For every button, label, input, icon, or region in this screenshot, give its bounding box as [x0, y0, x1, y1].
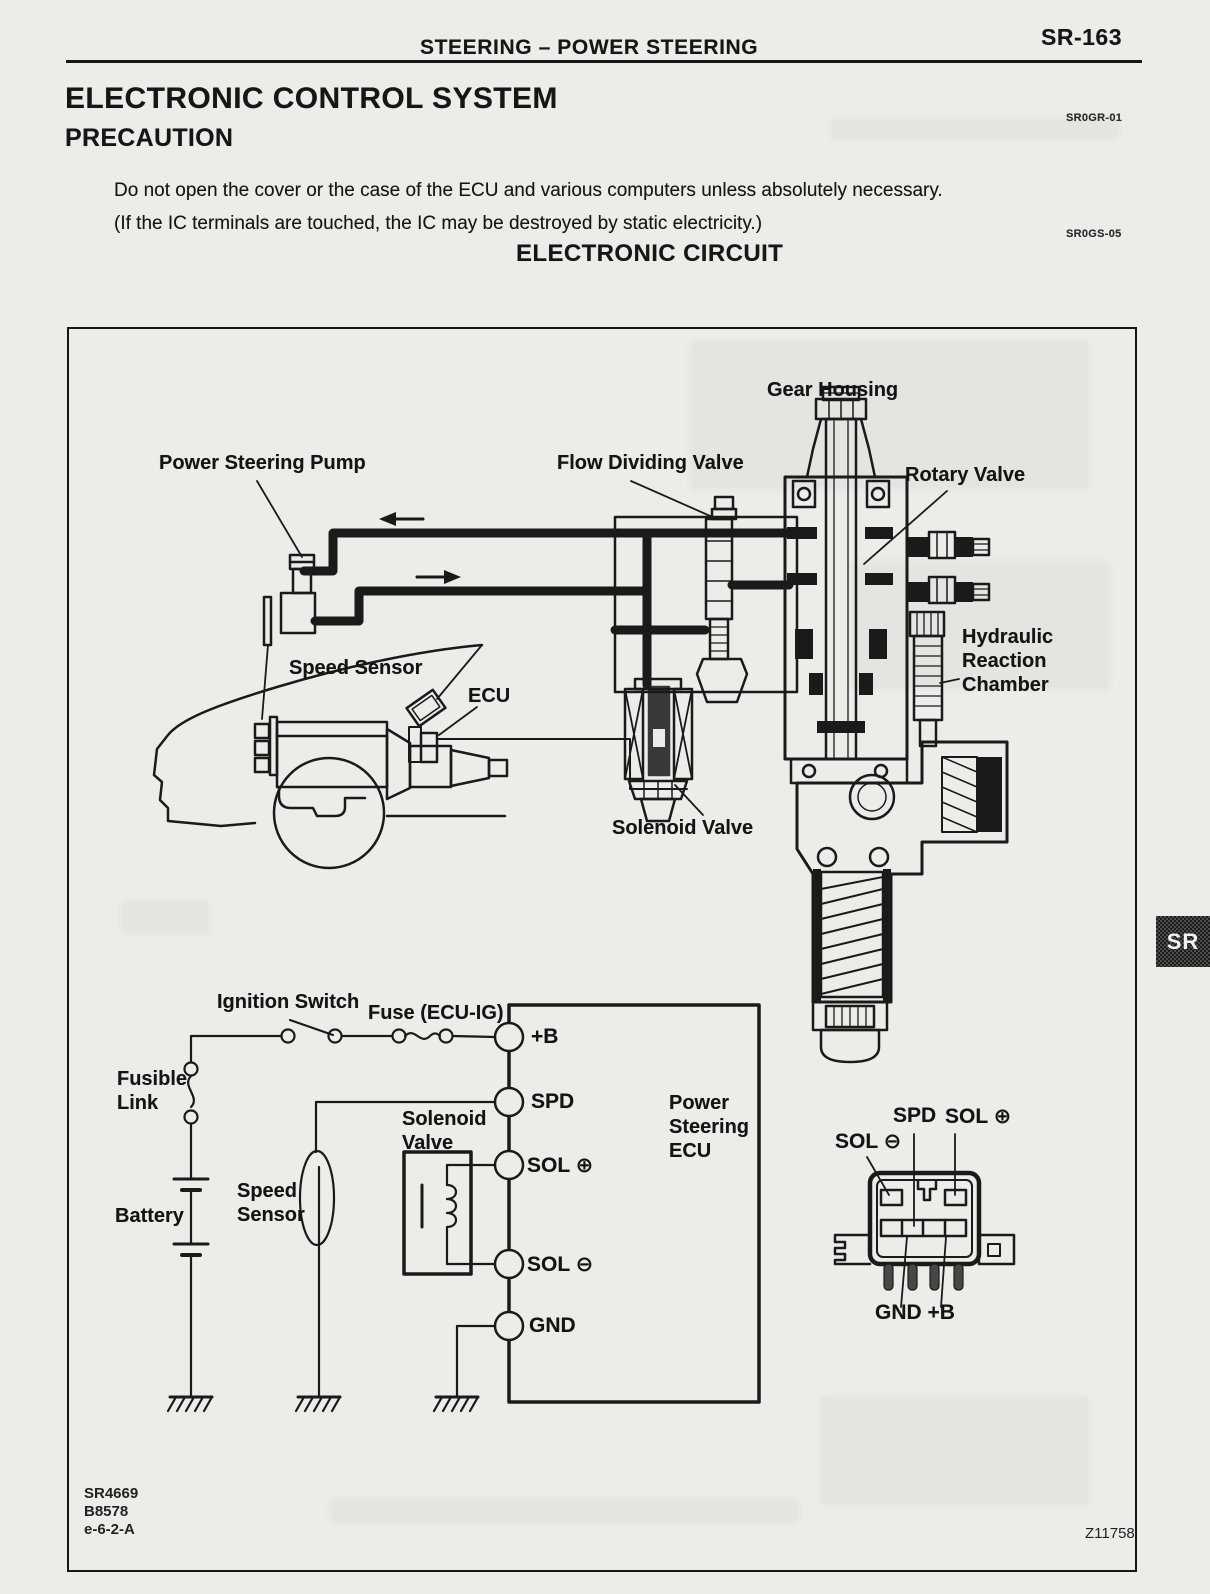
label-gear-housing: Gear Housing	[767, 379, 899, 401]
hydraulic-hoses	[304, 533, 791, 621]
terminal-sol-plus: SOL ⊕	[527, 1154, 594, 1177]
valve-body-drawing	[615, 497, 797, 702]
figure-code-block: SR4669 B8578 e-6-2-A	[84, 1485, 139, 1538]
label-power-steering-pump: Power Steering Pump	[159, 452, 366, 474]
circuit-heading: ELECTRONIC CIRCUIT	[516, 240, 784, 267]
terminal-sol-minus: SOL ⊖	[527, 1253, 594, 1276]
gear-housing-drawing	[785, 387, 1007, 1062]
label-ecu-mech: ECU	[468, 685, 511, 707]
connector-label-spd: SPD	[893, 1104, 937, 1127]
circuit-code: SR0GS-05	[1066, 228, 1122, 240]
label-hydraulic-reaction-chamber: Hydraulic Reaction Chamber	[962, 626, 1054, 696]
section-code: SR0GR-01	[1066, 112, 1123, 124]
header-rule	[66, 60, 1142, 63]
flow-arrow-right	[417, 570, 461, 584]
flow-arrow-left	[379, 512, 423, 526]
label-speed-sensor-elec: Speed Sensor	[237, 1180, 305, 1226]
lower-housing-drawing	[791, 742, 1007, 1062]
connector-drawing	[835, 1134, 1014, 1307]
electronic-circuit-figure	[67, 327, 1137, 1572]
label-solenoid-valve-elec: Solenoid Valve	[402, 1108, 487, 1154]
label-ignition-switch: Ignition Switch	[217, 991, 360, 1013]
power-steering-pump-drawing	[262, 555, 315, 719]
connector-label-sol-minus: SOL ⊖	[835, 1130, 902, 1153]
terminal-spd: SPD	[531, 1090, 575, 1113]
hose-fittings	[907, 532, 989, 603]
label-power-steering-ecu: Power Steering ECU	[669, 1092, 750, 1162]
label-fusible-link: Fusible Link	[117, 1068, 188, 1114]
terminal-b-plus: +B	[531, 1025, 559, 1048]
precaution-line-1: Do not open the cover or the case of the ECU and various computers unless absolutely necessary.	[114, 180, 943, 201]
subsection-title: PRECAUTION	[65, 124, 234, 152]
section-title: ELECTRONIC CONTROL SYSTEM	[65, 82, 558, 115]
solenoid-valve-drawing	[625, 679, 692, 821]
connector-label-gnd-b: GND +B	[875, 1301, 955, 1324]
precaution-line-2: (If the IC terminals are touched, the IC may be destroyed by static electricity.)	[114, 213, 763, 234]
wiring	[168, 1020, 495, 1411]
label-flow-dividing-valve: Flow Dividing Valve	[557, 452, 744, 474]
figure-code-right: Z11758	[1085, 1525, 1135, 1542]
page-header-title: STEERING – POWER STEERING	[420, 36, 759, 59]
ground-symbols	[168, 1397, 478, 1411]
connector-label-sol-plus: SOL ⊕	[945, 1105, 1012, 1128]
label-fuse: Fuse (ECU-IG)	[368, 1002, 504, 1024]
circuit-diagram	[69, 329, 1134, 1569]
label-solenoid-valve-mech: Solenoid Valve	[612, 817, 754, 839]
page-number: SR-163	[1041, 24, 1122, 50]
label-battery: Battery	[115, 1205, 184, 1227]
terminal-gnd: GND	[529, 1314, 576, 1337]
label-speed-sensor-mech: Speed Sensor	[289, 657, 423, 679]
label-rotary-valve: Rotary Valve	[905, 464, 1026, 486]
ecu-box	[495, 1005, 759, 1402]
hydraulic-reaction-chamber-drawing	[910, 612, 944, 746]
section-side-tab: SR	[1156, 916, 1210, 967]
